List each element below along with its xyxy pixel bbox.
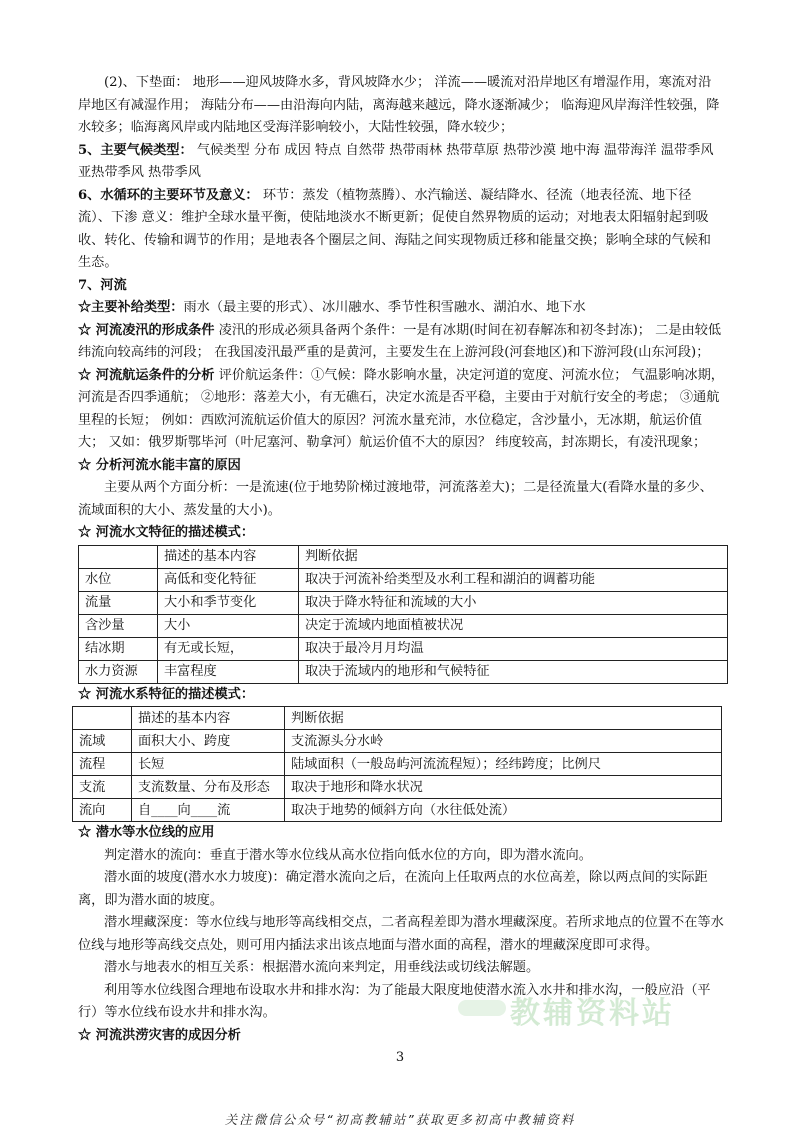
supply-types (78, 297, 724, 320)
table-cell (73, 707, 132, 730)
table-row (79, 637, 728, 660)
table-cell: 判断依据 (299, 545, 728, 568)
section-6 (78, 185, 724, 275)
table-cell: 长短 (132, 753, 285, 776)
phreatic-title: ☆ 潜水等水位线的应用 (78, 825, 215, 840)
table-header-row (73, 707, 722, 730)
table-cell: 大小和季节变化 (158, 591, 299, 614)
watermark-text: 教辅资料站 (510, 996, 675, 1031)
table-cell: 取决于流域内的地形和气候特征 (299, 660, 728, 683)
ice-flood-text: 凌汛的形成必须具备两个条件：一是有冰期(时间在初春解冻和初冬封冻)； 二是由较低纬流向较高纬的河段； 在我国凌汛最严重的是黄河，主要发生在上游河段(河套地区)和下游河段(山东河段)； (78, 322, 722, 360)
navigation-title: ☆ 河流航运条件的分析 (78, 367, 215, 383)
table-row (73, 730, 722, 753)
supply-types-title: ☆主要补给类型： (78, 300, 184, 315)
footer-note: 关注微信公众号“初高教辅站”获取更多初高中教辅资料 (224, 1112, 576, 1127)
section-5 (78, 140, 724, 185)
table-cell: 取决于最冷月月均温 (299, 637, 728, 660)
supply-types-text: 雨水（最主要的形式）、冰川融水、季节性积雪融水、湖泊水、地下水 (183, 300, 586, 315)
section-5-title: 5、主要气候类型： (78, 142, 193, 158)
phreatic-depth: 潜水埋藏深度：等水位线与地形等高线相交点，二者高程差即为潜水埋藏深度。若所求地点的位置不在等水位线与地形等高线交点处，则可用内插法求出该点地面与潜水面的高程，潜水的埋藏深度即可求得。 (78, 915, 724, 953)
table-cell: 流域 (73, 730, 132, 753)
table-cell: 自____向____流 (132, 799, 285, 822)
navigation-text: 评价航运条件：①气候：降水影响水量，决定河道的宽度、河流水位； 气温影响冰期，河流是否四季通航； ②地形：落差大小，有无礁石，决定水流是否平稳，主要由于对航行安全的考虑； ③通航里程的长短； 例如：西欧河流航运价值大的原因？河流水量充沛，水位稳定，含沙量小，无冰期，航运价值大； 又如：俄罗斯鄂毕河（叶尼塞河、勒拿河）航运价值不大的原因？ 纬度较高，封冻期长，有凌汛现象； (78, 367, 724, 450)
table-cell: 决定于流域内地面植被状况 (299, 614, 728, 637)
table-cell: 支流数量、分布及形态 (132, 776, 285, 799)
table-cell: 支流 (73, 776, 132, 799)
table-cell: 大小 (158, 614, 299, 637)
section-6-text: 环节：蒸发（植物蒸腾）、水汽输送、凝结降水、径流（地表径流、地下径流）、下渗 意义：维护全球水量平衡，使陆地淡水不断更新；促使自然界物质的运动；对地表太阳辐射起到吸收、转化、传输和调节的作用；是地表各个圈层之间、海陆之间实现物质迁移和能量交换；影响全球的气候和生态。 (78, 187, 711, 270)
table-row (79, 591, 728, 614)
table-row (73, 799, 722, 822)
flood-title: ☆ 河流洪涝灾害的成因分析 (78, 1027, 241, 1043)
hydropower-title: ☆ 分析河流水能丰富的原因 (78, 457, 241, 473)
table-cell: 描述的基本内容 (132, 707, 285, 730)
page-number: 3 (395, 1050, 405, 1065)
table-cell: 水位 (79, 568, 158, 591)
hydrology-table-title: ☆ 河流水文特征的描述模式： (78, 525, 255, 540)
table-row (79, 568, 728, 591)
table-row (79, 660, 728, 683)
phreatic-direction: 判定潜水的流向：垂直于潜水等水位线从高水位指向低水位的方向，即为潜水流向。 (104, 847, 592, 863)
table-cell: 流量 (79, 591, 158, 614)
navigation (78, 365, 724, 455)
table-cell: 陆域面积（一般岛屿河流流程短）；经纬跨度；比例尺 (285, 753, 722, 776)
phreatic-wells: 利用等水位线图合理地布设取水井和排水沟：为了能最大限度地使潜水流入水井和排水沟，一般应沿（平行）等水位线布设水井和排水沟。 (78, 982, 711, 1020)
table-row (79, 614, 728, 637)
drainage-table (72, 706, 722, 822)
table-cell: 有无或长短， (158, 637, 299, 660)
ice-flood-title: ☆ 河流凌汛的形成条件 (78, 322, 215, 338)
table-cell (79, 545, 158, 568)
table-cell: 取决于降水特征和流域的大小 (299, 591, 728, 614)
hydrology-table (78, 545, 728, 684)
table-cell: 取决于地形和降水状况 (285, 776, 722, 799)
table-cell: 含沙量 (79, 614, 158, 637)
document-body (78, 72, 724, 1047)
table-cell: 丰富程度 (158, 660, 299, 683)
phreatic-relation: 潜水与地表水的相互关系：根据潜水流向来判定，用垂线法或切线法解题。 (104, 960, 540, 975)
table-cell: 流程 (73, 753, 132, 776)
section-7-title: 7、河流 (78, 277, 127, 293)
watermark-badge (458, 1000, 506, 1016)
table-row (73, 753, 722, 776)
table-cell: 描述的基本内容 (158, 545, 299, 568)
table-cell: 支流源头分水岭 (285, 730, 722, 753)
table-header-row (79, 545, 728, 568)
table-cell: 判断依据 (285, 707, 722, 730)
table-cell: 结冰期 (79, 637, 158, 660)
table-cell: 流向 (73, 799, 132, 822)
table-cell: 取决于地势的倾斜方向（水往低处流） (285, 799, 722, 822)
paragraph-underlying-surface: (2)、下垫面： 地形——迎风坡降水多，背风坡降水少； 洋流——暖流对沿岸地区有增湿作用，寒流对沿岸地区有减湿作用； 海陆分布——由沿海向内陆，离海越来越远，降水逐渐减少； 临海迎风岸海洋性较强，降水较多；临海离风岸或内陆地区受海洋影响较小，大陆性较强，降水较少； (78, 75, 720, 135)
section-6-title: 6、水循环的主要环节及意义： (78, 187, 259, 203)
table-cell: 取决于河流补给类型及水利工程和湖泊的调蓄功能 (299, 568, 728, 591)
drainage-table-title: ☆ 河流水系特征的描述模式： (78, 686, 255, 702)
hydropower-text: 主要从两个方面分析：一是流速(位于地势阶梯过渡地带，河流落差大)；二是径流量大(看降水量的多少、流域面积的大小、蒸发量的大小)。 (78, 480, 713, 518)
section-5-text: 气候类型 分布 成因 特点 自然带 热带雨林 热带草原 热带沙漠 地中海 温带海洋 温带季风 亚热带季风 热带季风 (78, 142, 714, 180)
table-cell: 面积大小、跨度 (132, 730, 285, 753)
table-row (73, 776, 722, 799)
table-cell: 高低和变化特征 (158, 568, 299, 591)
phreatic-slope: 潜水面的坡度(潜水水力坡度)：确定潜水流向之后，在流向上任取两点的水位高差，除以两点间的实际距离，即为潜水面的坡度。 (78, 870, 708, 908)
table-cell: 水力资源 (79, 660, 158, 683)
ice-flood (78, 320, 724, 365)
